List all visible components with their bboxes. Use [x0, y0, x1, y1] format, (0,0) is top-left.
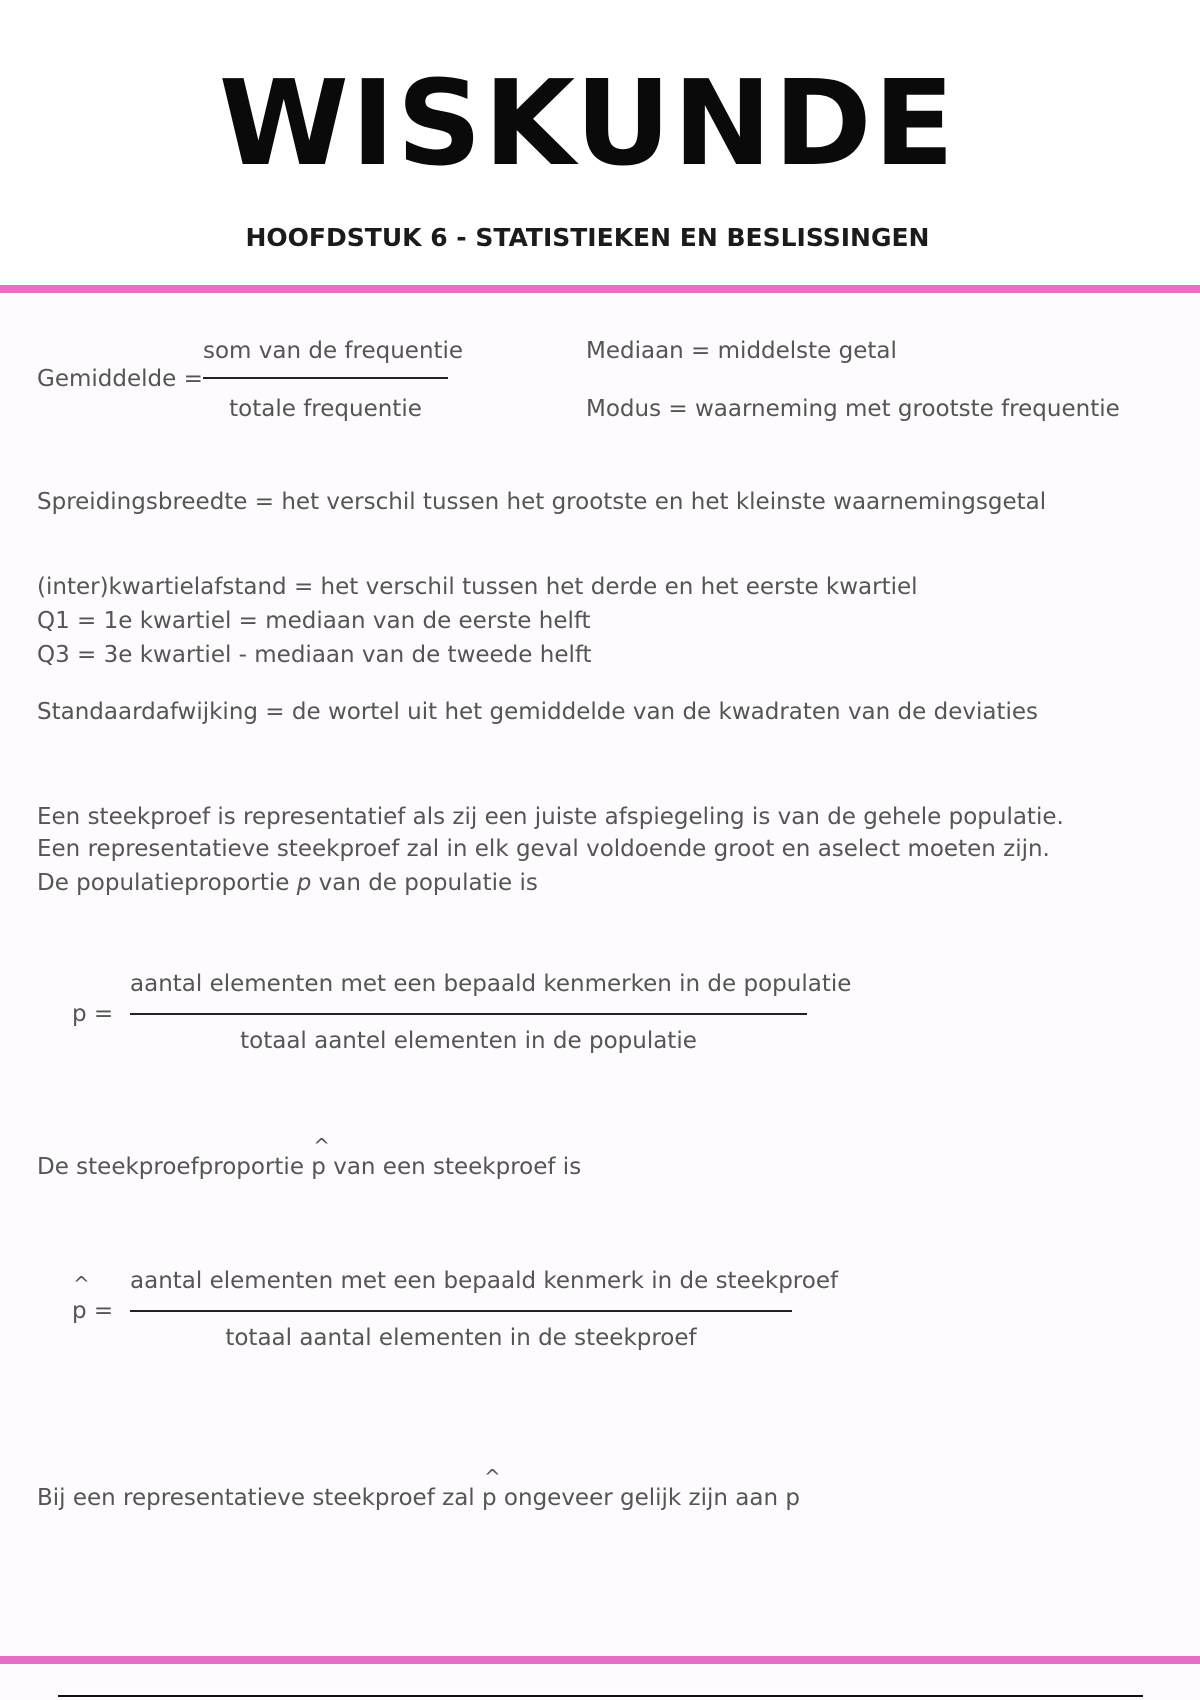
conclusie-pre: Bij een representatieve steekproef zal — [37, 1485, 482, 1511]
mediaan-definition: Mediaan = middelste getal — [586, 338, 897, 364]
p-hat-formula-label: p = — [72, 1298, 114, 1324]
p-formula-label: p = — [72, 1001, 114, 1027]
conclusie-p-hat-symbol — [482, 1465, 501, 1513]
steekproef-line-2: Een representatieve steekproef zal in elk geval voldoende groot en aselect moeten zijn. — [37, 836, 1050, 862]
p-hat-formula-hat: ^ — [73, 1272, 90, 1296]
steekproef-line-3 — [37, 868, 538, 898]
page-subtitle: HOOFDSTUK 6 - STATISTIEKEN EN BESLISSINGEN — [245, 223, 930, 252]
page-title: WISKUNDE — [218, 54, 957, 192]
gemiddelde-numerator: som van de frequentie — [203, 338, 464, 364]
conclusie-p-hat-var: p — [482, 1485, 497, 1511]
populatieproportie-pre: De populatieproportie — [37, 870, 297, 896]
p-formula-fraction-bar — [130, 1013, 807, 1015]
p-formula-numerator: aantal elementen met een bepaald kenmerken in de populatie — [130, 971, 852, 997]
p-hat-var: p — [311, 1154, 326, 1180]
p-hat-formula-numerator: aantal elementen met een bepaald kenmerk in de steekproef — [130, 1268, 839, 1294]
p-hat-symbol — [311, 1134, 331, 1182]
gemiddelde-label: Gemiddelde = — [37, 366, 203, 392]
top-divider — [0, 285, 1200, 293]
populatieproportie-post: van de populatie is — [311, 870, 538, 896]
conclusie-sentence — [37, 1465, 800, 1513]
footer-rule — [58, 1695, 1143, 1697]
gemiddelde-fraction-bar — [203, 377, 448, 379]
steekproefproportie-pre: De steekproefproportie — [37, 1154, 312, 1180]
hat-mark: ^ — [313, 1134, 331, 1158]
steekproefproportie-sentence — [37, 1134, 582, 1182]
conclusie-hat-mark: ^ — [484, 1465, 501, 1489]
p-formula-denominator: totaal aantel elementen in de populatie — [240, 1028, 697, 1054]
kwartielafstand-definition: (inter)kwartielafstand = het verschil tussen het derde en het eerste kwartiel — [37, 574, 918, 600]
conclusie-post: ongeveer gelijk zijn aan p — [496, 1485, 800, 1511]
q3-definition: Q3 = 3e kwartiel - mediaan van de tweede helft — [37, 642, 592, 668]
p-hat-formula-fraction-bar — [130, 1310, 792, 1312]
bottom-divider — [0, 1656, 1200, 1664]
modus-definition: Modus = waarneming met grootste frequentie — [586, 396, 1120, 422]
steekproefproportie-post: van een steekproef is — [325, 1154, 582, 1180]
populatieproportie-var: p — [296, 870, 312, 896]
steekproef-line-1: Een steekproef is representatief als zij een juiste afspiegeling is van de gehele populatie. — [37, 804, 1064, 830]
p-hat-formula-denominator: totaal aantal elementen in de steekproef — [225, 1325, 697, 1351]
standaardafwijking-definition: Standaardafwijking = de wortel uit het gemiddelde van de kwadraten van de deviaties — [37, 699, 1038, 725]
gemiddelde-denominator: totale frequentie — [229, 396, 422, 422]
q1-definition: Q1 = 1e kwartiel = mediaan van de eerste helft — [37, 608, 591, 634]
spreidingsbreedte-definition: Spreidingsbreedte = het verschil tussen het grootste en het kleinste waarnemingsgetal — [37, 489, 1047, 515]
